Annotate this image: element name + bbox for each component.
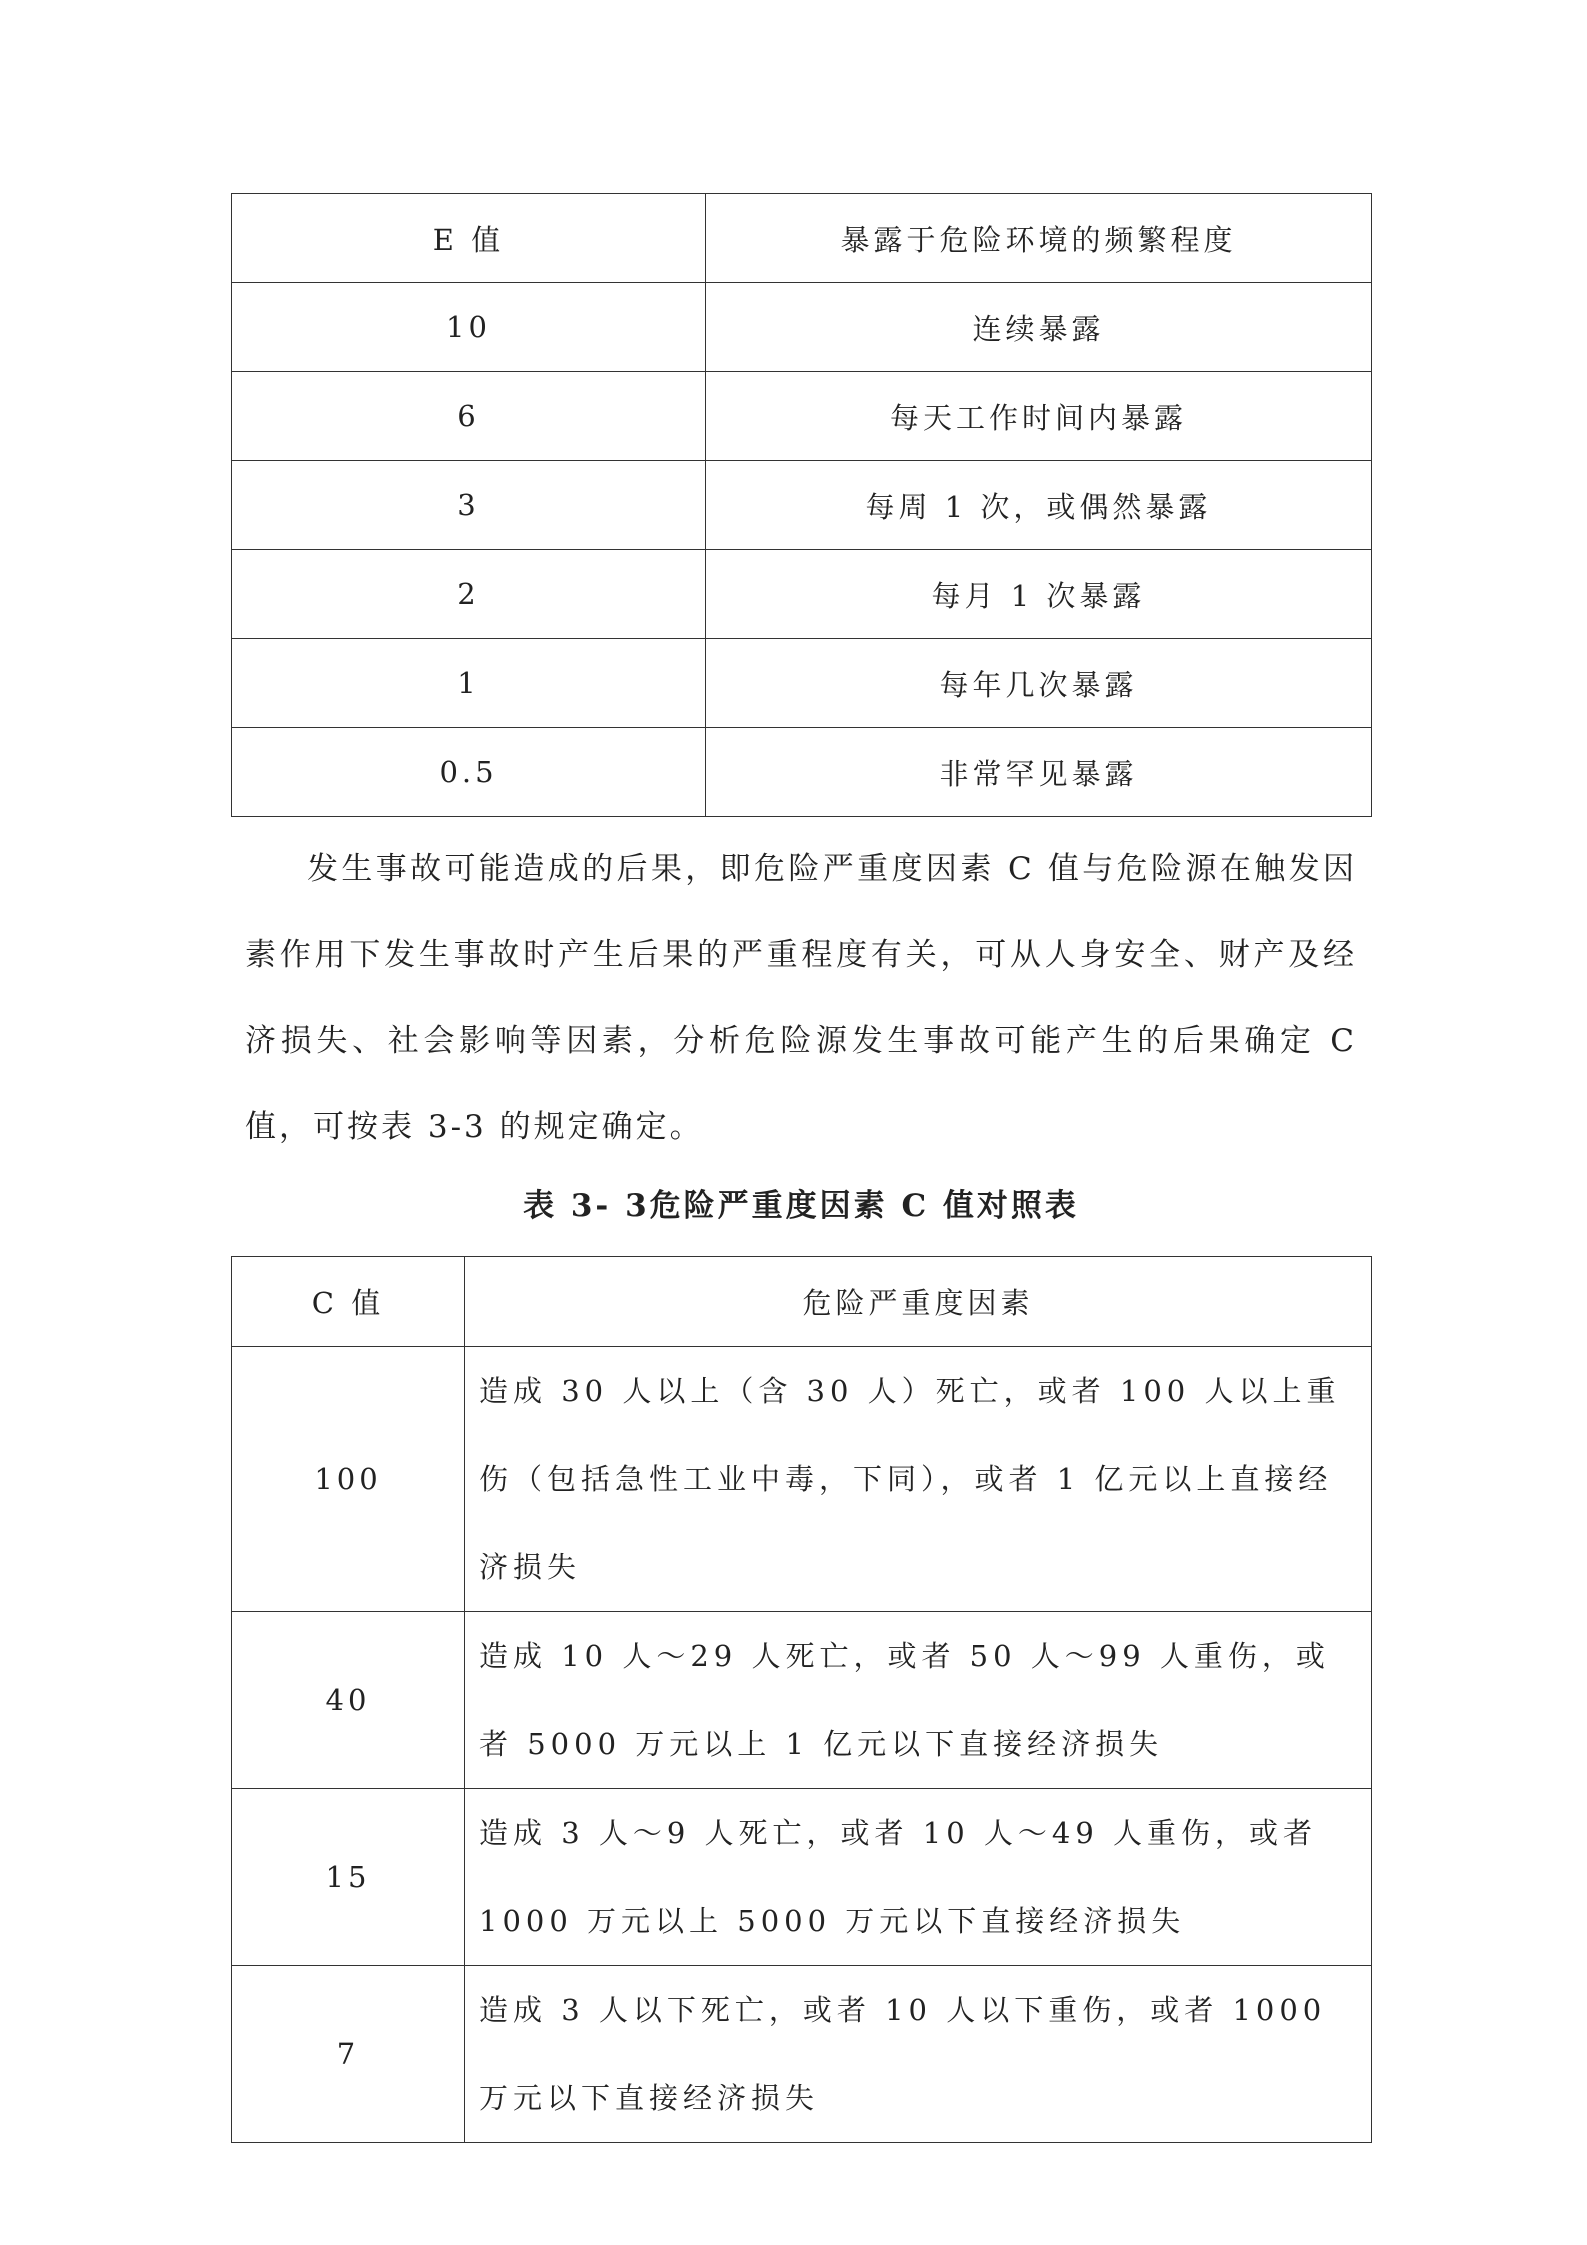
e-value-cell: 10 (232, 283, 706, 372)
table-header-row (232, 1257, 1372, 1347)
c-value-cell: 100 (232, 1347, 465, 1612)
severity-cell: 造成 30 人以上（含 30 人）死亡，或者 100 人以上重伤（包括急性工业中毒，下同），或者 1 亿元以上直接经济损失 (465, 1347, 1372, 1612)
table-row (232, 461, 1372, 550)
e-value-cell: 0.5 (232, 728, 706, 817)
table-caption: 表 3- 3危险严重度因素 C 值对照表 (523, 1188, 1079, 1224)
header-severity-factor: 危险严重度因素 (465, 1257, 1372, 1347)
table-row (232, 1789, 1372, 1966)
severity-cell: 造成 10 人～29 人死亡，或者 50 人～99 人重伤，或者 5000 万元以上 1 亿元以下直接经济损失 (465, 1612, 1372, 1789)
exposure-cell: 非常罕见暴露 (706, 728, 1372, 817)
table-row (232, 728, 1372, 817)
table-header-row (232, 194, 1372, 283)
table-row (232, 283, 1372, 372)
severity-cell: 造成 3 人～9 人死亡，或者 10 人～49 人重伤，或者 1000 万元以上 5000 万元以下直接经济损失 (465, 1789, 1372, 1966)
header-exposure-frequency: 暴露于危险环境的频繁程度 (706, 194, 1372, 283)
e-value-cell: 3 (232, 461, 706, 550)
exposure-cell: 每周 1 次，或偶然暴露 (706, 461, 1372, 550)
e-value-cell: 2 (232, 550, 706, 639)
table-row (232, 1966, 1372, 2143)
header-e-value: E 值 (232, 194, 706, 283)
table-row (232, 639, 1372, 728)
e-value-table (231, 193, 1372, 817)
e-value-cell: 6 (232, 372, 706, 461)
table-row (232, 1612, 1372, 1789)
exposure-cell: 连续暴露 (706, 283, 1372, 372)
e-value-cell: 1 (232, 639, 706, 728)
c-value-table (231, 1256, 1372, 2143)
c-value-cell: 40 (232, 1612, 465, 1789)
exposure-cell: 每年几次暴露 (706, 639, 1372, 728)
body-paragraph: 发生事故可能造成的后果，即危险严重度因素 C 值与危险源在触发因素作用下发生事故时产生后果的严重程度有关，可从人身安全、财产及经济损失、社会影响等因素，分析危险源发生事故可能产生的后果确定 C 值，可按表 3-3 的规定确定。 (245, 851, 1357, 1145)
table-row (232, 372, 1372, 461)
c-value-cell: 15 (232, 1789, 465, 1966)
header-c-value: C 值 (232, 1257, 465, 1347)
c-value-cell: 7 (232, 1966, 465, 2143)
exposure-cell: 每天工作时间内暴露 (706, 372, 1372, 461)
table-row (232, 550, 1372, 639)
severity-cell: 造成 3 人以下死亡，或者 10 人以下重伤，或者 1000 万元以下直接经济损失 (465, 1966, 1372, 2143)
table-row (232, 1347, 1372, 1612)
exposure-cell: 每月 1 次暴露 (706, 550, 1372, 639)
